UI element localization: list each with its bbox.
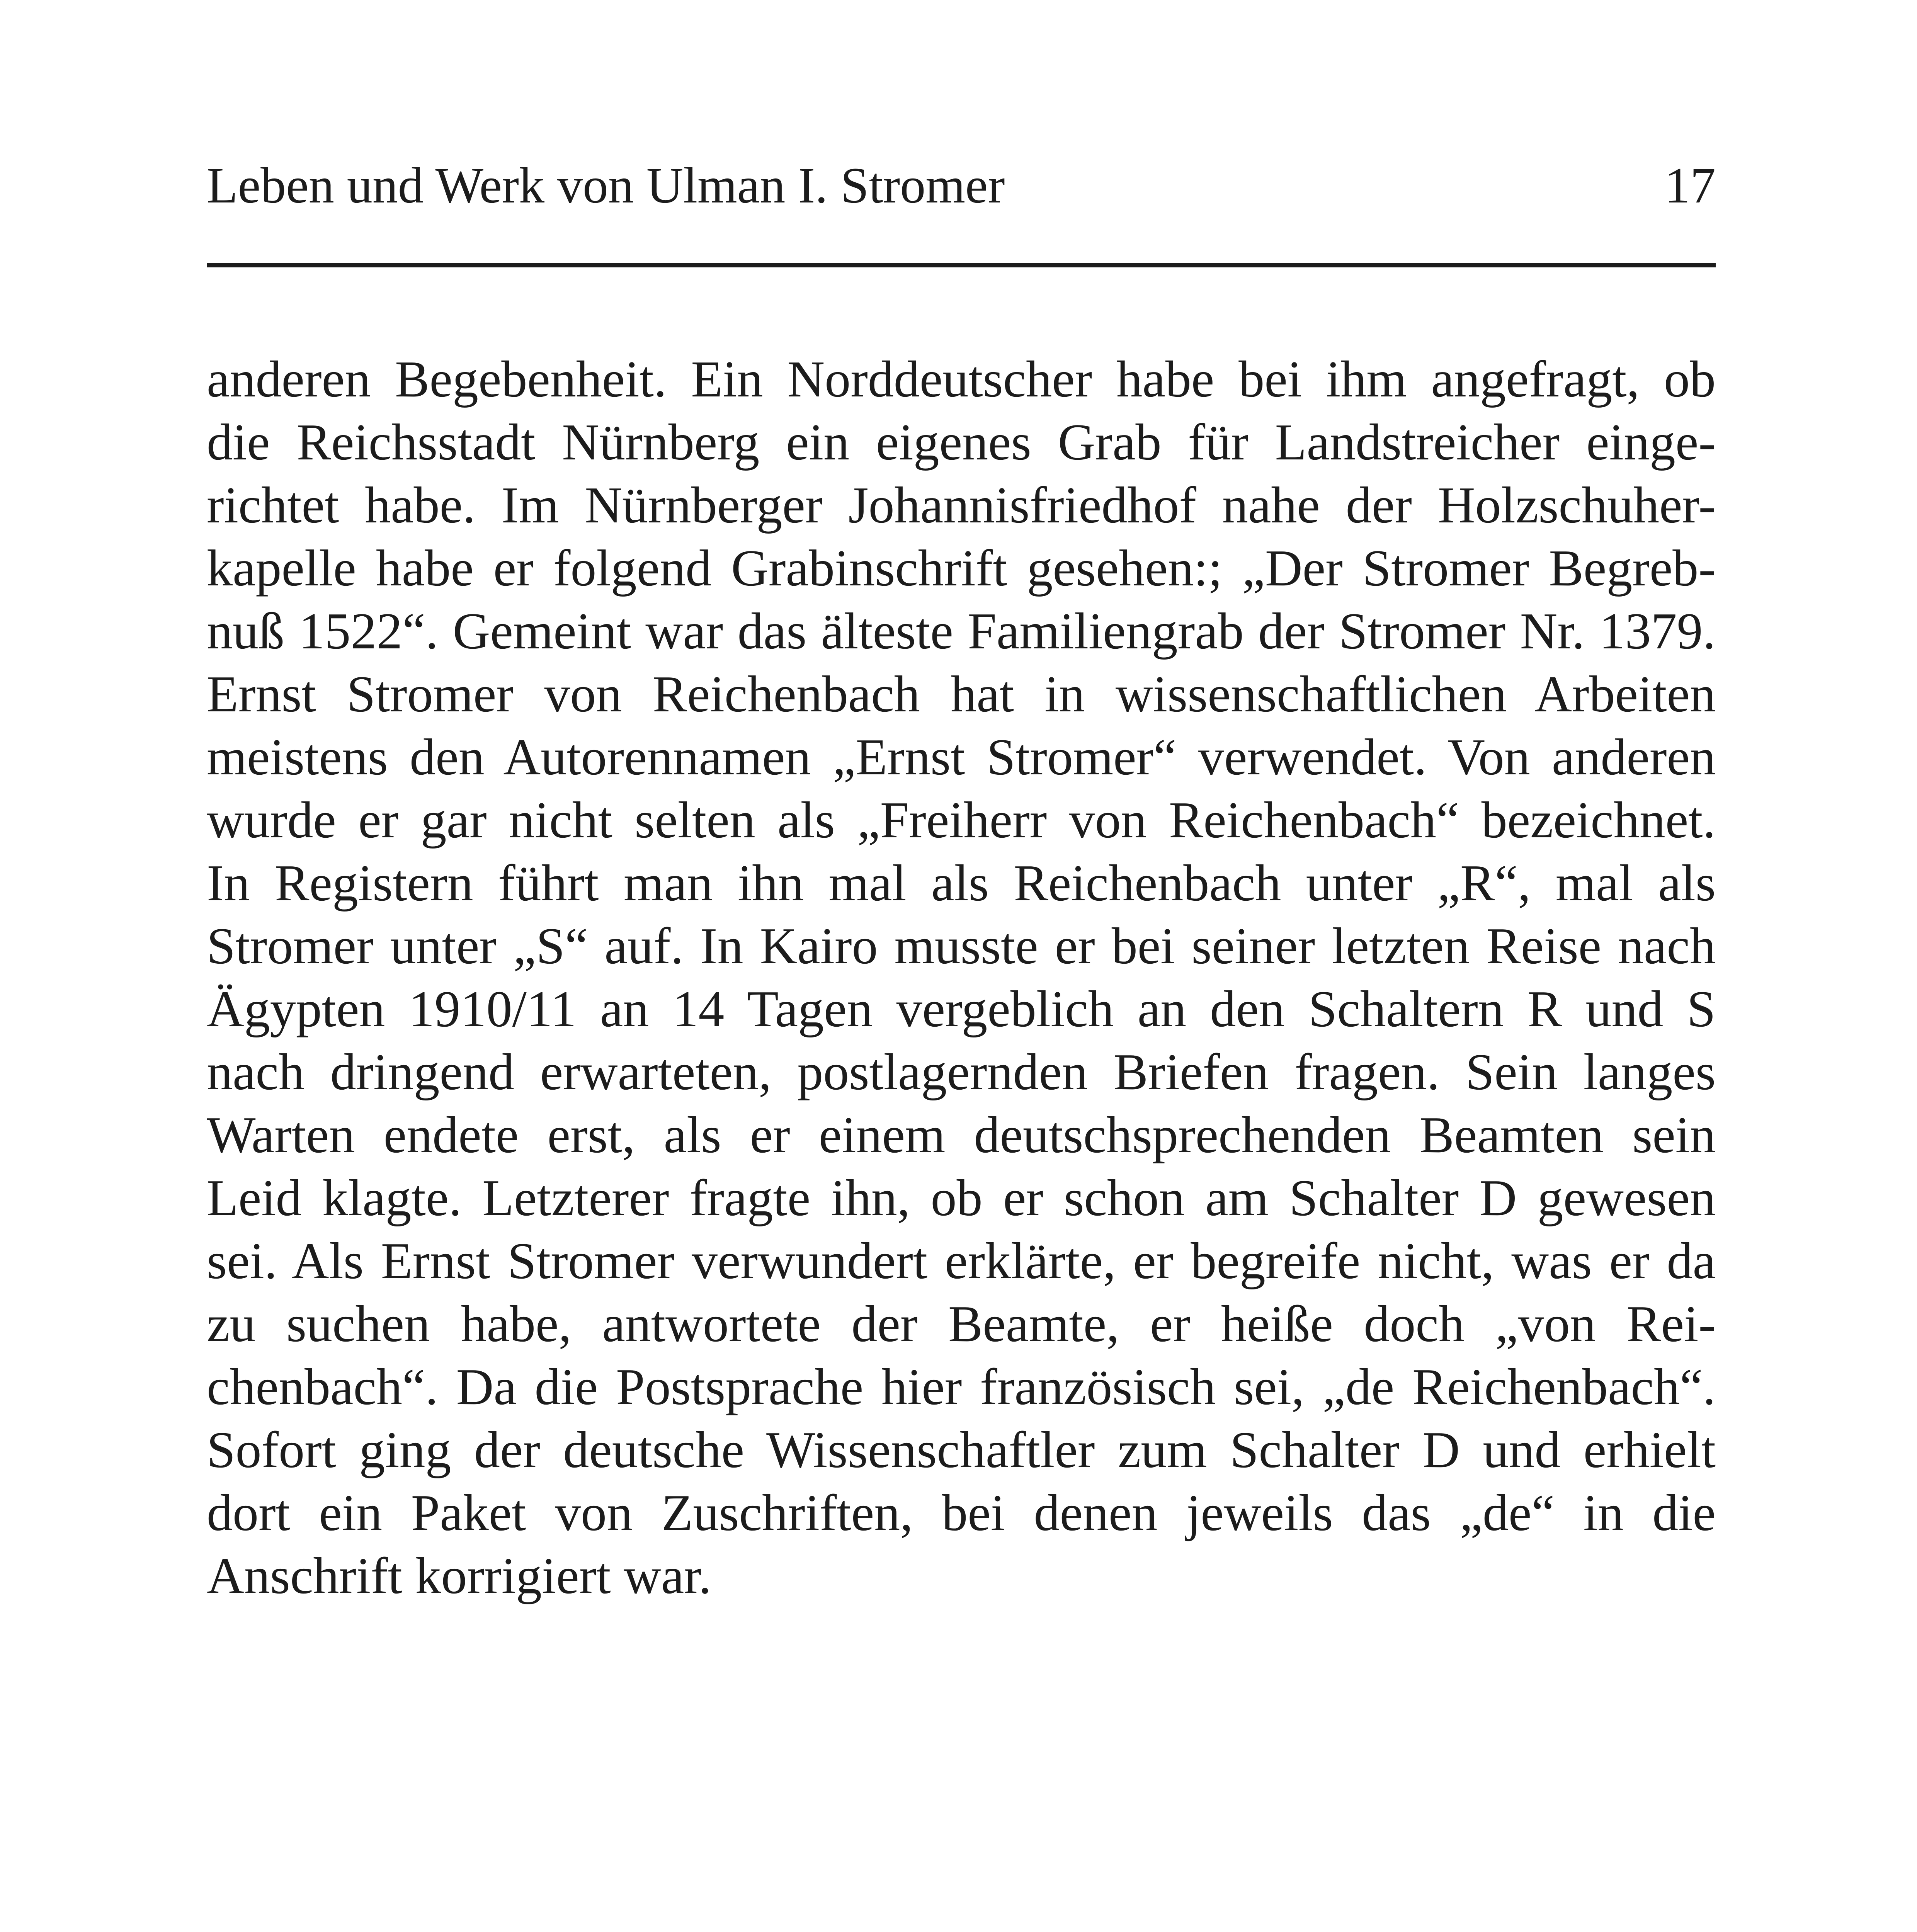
- header-rule: [207, 263, 1716, 267]
- body-paragraph: [207, 348, 1716, 1607]
- text-line: [207, 1230, 1716, 1293]
- running-header: [207, 156, 1716, 214]
- text-line-inner: zu suchen habe, antwortete der Beamte, er heiße doch „von Rei-: [207, 1295, 1716, 1352]
- text-line-inner: die Reichsstadt Nürnberg ein eigenes Grab für Landstreicher einge-: [207, 413, 1716, 471]
- text-line-inner: sei. Als Ernst Stromer verwundert erklärte, er begreife nicht, was er da: [207, 1232, 1716, 1289]
- text-line-inner: nuß 1522“. Gemeint war das älteste Familiengrab der Stromer Nr. 1379.: [207, 602, 1716, 660]
- text-line-inner: nach dringend erwarteten, postlagernden Briefen fragen. Sein langes: [207, 1043, 1716, 1100]
- text-line-inner: In Registern führt man ihn mal als Reichenbach unter „R“, mal als: [207, 854, 1716, 912]
- text-line-inner: Anschrift korrigiert war.: [207, 1547, 712, 1604]
- text-line: [207, 1104, 1716, 1167]
- text-line: [207, 348, 1716, 411]
- text-line: [207, 852, 1716, 915]
- text-line: [207, 537, 1716, 600]
- text-line-inner: meistens den Autorennamen „Ernst Stromer“ verwendet. Von anderen: [207, 728, 1716, 786]
- text-line-inner: kapelle habe er folgend Grabinschrift gesehen:; „Der Stromer Begreb-: [207, 539, 1716, 597]
- text-line-inner: Leid klagte. Letzterer fragte ihn, ob er schon am Schalter D gewesen: [207, 1169, 1716, 1226]
- text-line: [207, 1481, 1716, 1544]
- text-line: [207, 789, 1716, 852]
- text-line: [207, 978, 1716, 1041]
- text-line-inner: chenbach“. Da die Postsprache hier französisch sei, „de Reichenbach“.: [207, 1358, 1716, 1415]
- text-line: [207, 1293, 1716, 1355]
- text-line: [207, 915, 1716, 978]
- page-number: 17: [1665, 157, 1716, 214]
- text-line-inner: wurde er gar nicht selten als „Freiherr von Reichenbach“ bezeichnet.: [207, 791, 1716, 849]
- text-line: [207, 600, 1716, 663]
- header-title: Leben und Werk von Ulman I. Stromer: [207, 157, 1005, 214]
- text-line-inner: Stromer unter „S“ auf. In Kairo musste er bei seiner letzten Reise nach: [207, 917, 1716, 975]
- text-line: [207, 1418, 1716, 1481]
- text-line: [207, 1041, 1716, 1104]
- text-line-inner: dort ein Paket von Zuschriften, bei denen jeweils das „de“ in die: [207, 1484, 1716, 1541]
- text-line: [207, 1355, 1716, 1418]
- text-line-inner: Warten endete erst, als er einem deutschsprechenden Beamten sein: [207, 1106, 1716, 1163]
- text-line: [207, 663, 1716, 726]
- text-line-inner: Sofort ging der deutsche Wissenschaftler zum Schalter D und erhielt: [207, 1421, 1716, 1478]
- text-line-inner: richtet habe. Im Nürnberger Johannisfriedhof nahe der Holzschuher-: [207, 476, 1716, 534]
- text-line-inner: Ägypten 1910/11 an 14 Tagen vergeblich an den Schaltern R und S: [207, 980, 1716, 1037]
- text-line: [207, 1167, 1716, 1230]
- text-line-inner: Ernst Stromer von Reichenbach hat in wissenschaftlichen Arbeiten: [207, 665, 1716, 723]
- text-line: [207, 411, 1716, 474]
- text-line: [207, 726, 1716, 789]
- text-line: [207, 1544, 1716, 1607]
- text-line-inner: anderen Begebenheit. Ein Norddeutscher habe bei ihm angefragt, ob: [207, 350, 1716, 408]
- text-line: [207, 474, 1716, 537]
